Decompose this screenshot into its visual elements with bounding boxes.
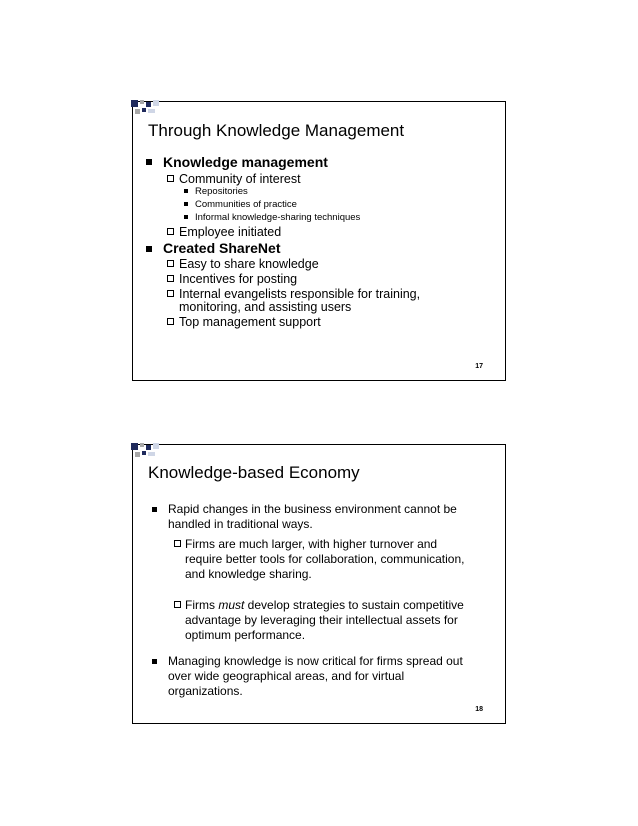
bullet-text-continued: over wide geographical areas, and for virtual: [168, 669, 405, 683]
sub-bullet-text: Internal evangelists responsible for training,: [179, 287, 421, 301]
slide-corner-decoration: [131, 100, 165, 114]
bullet-text-continued: handled in traditional ways.: [168, 517, 313, 531]
hollow-square-bullet-icon: [167, 318, 174, 325]
hollow-square-bullet-icon: [167, 228, 174, 235]
square-bullet-icon: [146, 246, 152, 252]
sub-bullet-text-continued: optimum performance.: [185, 628, 306, 642]
hollow-square-bullet-icon: [167, 175, 174, 182]
slide-17: [132, 101, 506, 381]
slide-number: 17: [475, 363, 483, 370]
sub-bullet-text-prefix: Firms: [185, 598, 219, 612]
slide-number: 18: [475, 706, 483, 713]
hollow-square-bullet-icon: [174, 601, 181, 608]
sub-bullet-text: Top management support: [179, 315, 321, 329]
sub-bullet-text: Easy to share knowledge: [179, 257, 319, 271]
sub-bullet-text: Firms are much larger, with higher turnover and: [185, 537, 438, 551]
sub-bullet-text-continued: require better tools for collaboration, communication,: [185, 552, 465, 566]
hollow-square-bullet-icon: [174, 540, 181, 547]
sub-bullet-text: Community of interest: [179, 172, 301, 186]
slide-title: Through Knowledge Management: [148, 121, 405, 140]
slide-18: [132, 444, 506, 724]
bullet-heading: Created ShareNet: [163, 240, 281, 256]
sub-sub-bullet-text: Communities of practice: [195, 199, 297, 210]
emphasis-must: must: [218, 598, 245, 612]
sub-sub-bullet-text: Repositories: [195, 186, 248, 197]
hollow-square-bullet-icon: [167, 260, 174, 267]
small-square-bullet-icon: [184, 202, 188, 206]
sub-bullet-text-continued: monitoring, and assisting users: [179, 300, 352, 314]
square-bullet-icon: [152, 659, 157, 664]
bullet-text: Rapid changes in the business environment cannot be: [168, 502, 457, 516]
slide-title: Knowledge-based Economy: [148, 463, 360, 482]
square-bullet-icon: [152, 507, 157, 512]
sub-bullet-text: Employee initiated: [179, 225, 282, 239]
bullet-heading: Knowledge management: [163, 154, 328, 170]
sub-sub-bullet-text: Informal knowledge-sharing techniques: [195, 212, 361, 223]
hollow-square-bullet-icon: [167, 275, 174, 282]
bullet-text: Managing knowledge is now critical for firms spread out: [168, 654, 463, 668]
slide-corner-decoration: [131, 443, 165, 457]
sub-bullet-text: [185, 598, 464, 613]
sub-bullet-text-continued: and knowledge sharing.: [185, 567, 312, 581]
sub-bullet-text-rest: develop strategies to sustain competitive: [244, 598, 464, 612]
sub-bullet-text-continued: advantage by leveraging their intellectual assets for: [185, 613, 458, 627]
square-bullet-icon: [146, 159, 152, 165]
small-square-bullet-icon: [184, 189, 188, 193]
sub-bullet-text: Incentives for posting: [179, 272, 298, 286]
small-square-bullet-icon: [184, 215, 188, 219]
bullet-text-continued: organizations.: [168, 684, 243, 698]
hollow-square-bullet-icon: [167, 290, 174, 297]
